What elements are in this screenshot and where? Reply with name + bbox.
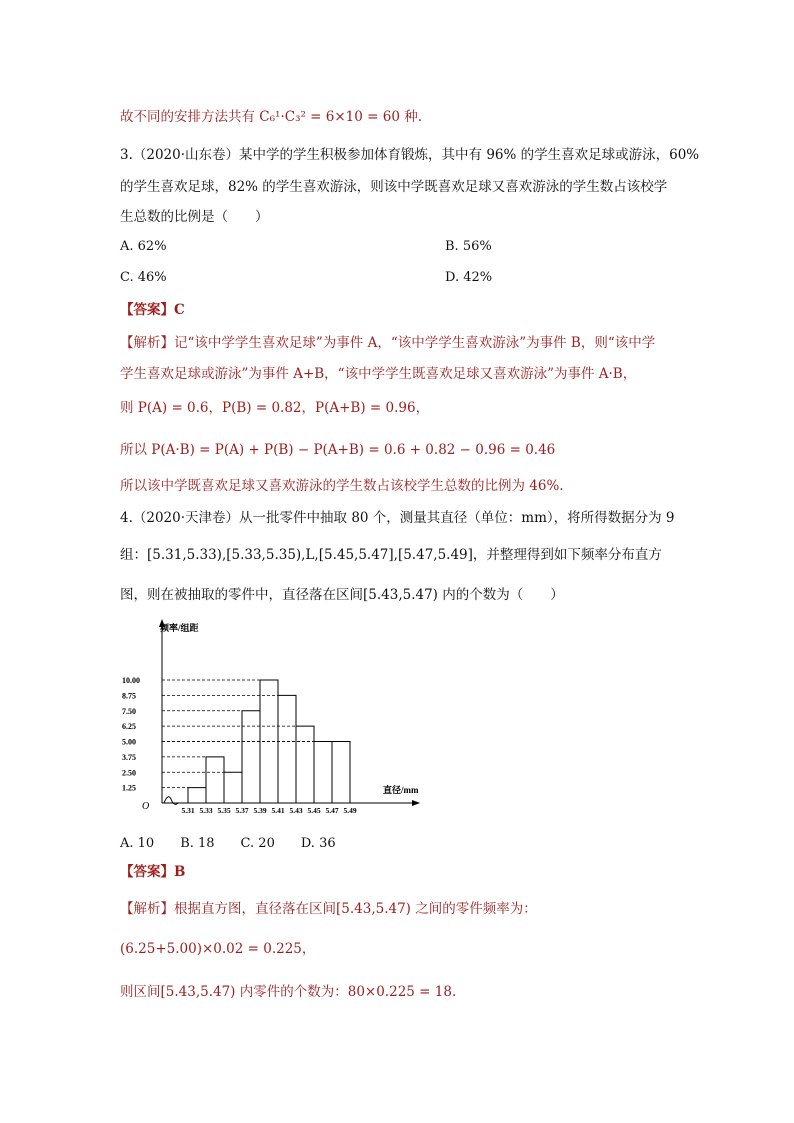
solution-conclusion: 故不同的安排方法共有 C₆¹·C₃² = 6×10 = 60 种. xyxy=(120,109,423,125)
question-4-line-2: 组：[5.31,5.33),[5.33,5.35),L,[5.45,5.47],[5.47,5.49]，并整理得到如下频率分布直方 xyxy=(120,547,662,563)
q3-explanation-5: 所以该中学既喜欢足球又喜欢游泳的学生数占该校学生总数的比例为 46%. xyxy=(120,478,564,494)
q4-options: A. 10 B. 18 C. 20 D. 36 xyxy=(120,836,336,851)
q4-explanation-3: 则区间[5.43,5.47) 内零件的个数为：80×0.225 = 18. xyxy=(120,984,457,1000)
histogram-bar xyxy=(314,742,332,804)
q3-explanation-3: 则 P(A) = 0.6，P(B) = 0.82，P(A+B) = 0.96， xyxy=(120,400,430,416)
y-tick-label: 7.50 xyxy=(122,706,136,716)
q4-explanation-1: 【解析】根据直方图，直径落在区间[5.43,5.47) 之间的零件频率为： xyxy=(120,901,537,917)
frequency-histogram xyxy=(120,615,440,825)
y-tick-label: 3.75 xyxy=(122,752,136,762)
x-tick-label: 5.33 xyxy=(199,806,213,815)
histogram-bar xyxy=(242,711,260,803)
y-tick-label: 5.00 xyxy=(122,737,136,747)
x-tick-label: 5.43 xyxy=(289,806,303,815)
x-tick-label: 5.35 xyxy=(217,806,231,815)
q3-explanation-4: 所以 P(A·B) = P(A) + P(B) − P(A+B) = 0.6 + 0.82 − 0.96 = 0.46 xyxy=(120,442,556,458)
q3-explanation-1: 【解析】记“该中学学生喜欢足球”为事件 A，“该中学学生喜欢游泳”为事件 B，则“该中学 xyxy=(120,335,656,351)
x-axis-label: 直径/mm xyxy=(383,785,419,795)
y-tick-label: 6.25 xyxy=(122,722,136,732)
origin-label: O xyxy=(142,801,150,812)
histogram-bar xyxy=(278,695,296,803)
y-tick-label: 2.50 xyxy=(122,768,136,778)
question-3-line-1: 3.（2020·山东卷）某中学的学生积极参加体育锻炼，其中有 96% 的学生喜欢足球或游泳，60% xyxy=(120,147,700,163)
q3-option-b: B. 56% xyxy=(445,239,492,254)
q3-answer: 【答案】C xyxy=(120,302,185,318)
question-4-line-1: 4.（2020·天津卷）从一批零件中抽取 80 个，测量其直径（单位：mm），将所得数据分为 9 xyxy=(120,510,675,526)
histogram-bar xyxy=(296,726,314,803)
x-tick-label: 5.45 xyxy=(307,806,321,815)
question-3-line-3: 生总数的比例是（ ） xyxy=(120,209,269,225)
y-tick-label: 10.00 xyxy=(122,676,140,685)
histogram-bar xyxy=(188,788,206,803)
y-tick-label: 8.75 xyxy=(122,691,136,701)
q3-option-d: D. 42% xyxy=(445,270,493,285)
histogram-bar xyxy=(332,742,350,804)
q3-option-a: A. 62% xyxy=(120,239,167,254)
x-tick-label: 5.39 xyxy=(253,806,267,815)
histogram-bar xyxy=(206,757,224,803)
q4-answer: 【答案】B xyxy=(120,864,186,880)
x-tick-label: 5.31 xyxy=(181,806,195,815)
x-tick-label: 5.49 xyxy=(343,806,357,815)
question-4-line-3: 图，则在被抽取的零件中，直径落在区间[5.43,5.47) 内的个数为（ ） xyxy=(120,587,564,603)
x-tick-label: 5.47 xyxy=(325,806,339,815)
y-tick-label: 1.25 xyxy=(122,783,136,793)
q4-explanation-2: (6.25+5.00)×0.02 = 0.225， xyxy=(120,941,316,957)
x-tick-label: 5.41 xyxy=(271,806,285,815)
question-3-line-2: 的学生喜欢足球，82% 的学生喜欢游泳，则该中学既喜欢足球又喜欢游泳的学生数占该校学 xyxy=(120,179,668,195)
q3-option-c: C. 46% xyxy=(120,270,167,285)
q3-explanation-2: 学生喜欢足球或游泳”为事件 A+B，“该中学学生既喜欢足球又喜欢游泳”为事件 A·B， xyxy=(120,366,637,382)
x-tick-label: 5.37 xyxy=(235,806,249,815)
y-axis-label: 频率/组距 xyxy=(160,623,199,633)
x-axis-arrow xyxy=(412,800,420,806)
histogram-bar xyxy=(224,772,242,803)
